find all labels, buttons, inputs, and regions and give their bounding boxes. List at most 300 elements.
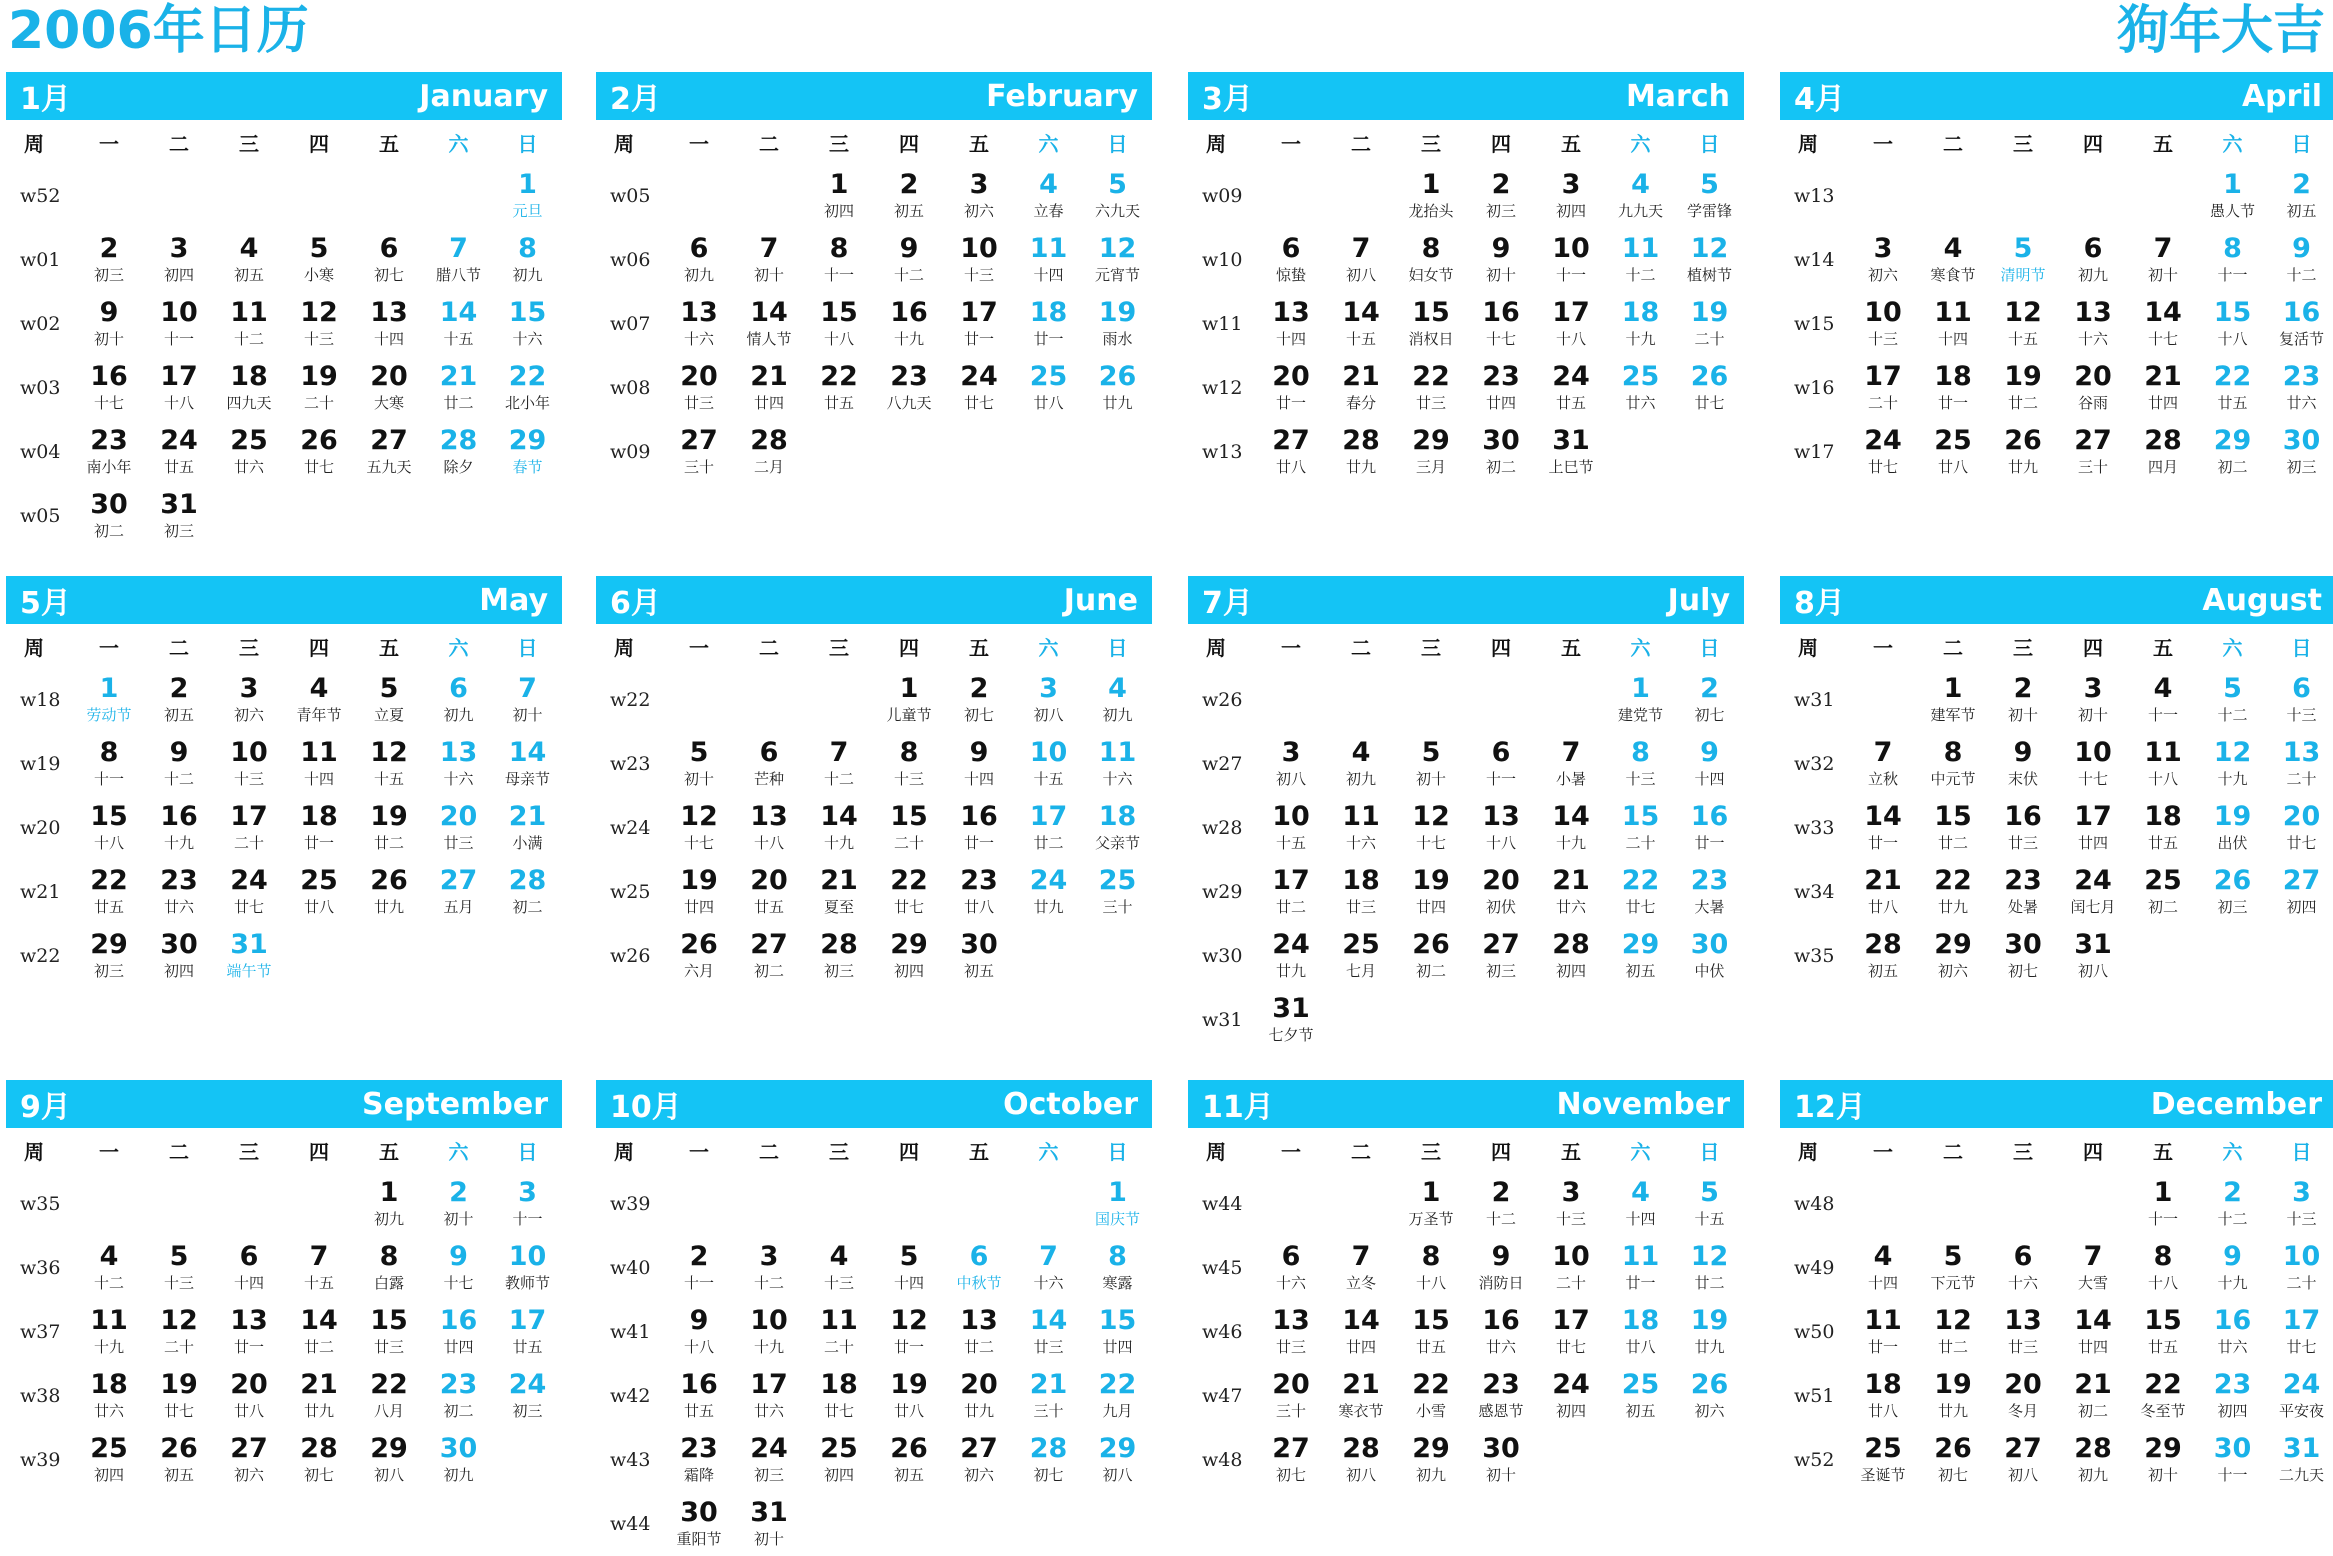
day-cell[interactable] <box>944 356 1014 420</box>
day-cell[interactable] <box>2058 1364 2128 1428</box>
day-cell[interactable] <box>1918 292 1988 356</box>
day-cell[interactable] <box>2128 668 2198 732</box>
day-cell[interactable] <box>1988 292 2058 356</box>
day-cell[interactable] <box>424 1364 493 1428</box>
day-cell[interactable] <box>424 356 493 420</box>
day-cell[interactable] <box>214 1364 284 1428</box>
day-cell[interactable] <box>1606 860 1675 924</box>
day-cell[interactable] <box>284 1364 354 1428</box>
day-cell[interactable] <box>424 796 493 860</box>
day-cell[interactable] <box>1848 1364 1918 1428</box>
day-cell[interactable] <box>1675 1364 1744 1428</box>
day-cell[interactable] <box>1848 796 1918 860</box>
day-cell[interactable] <box>734 860 804 924</box>
day-cell[interactable] <box>2128 1300 2198 1364</box>
day-cell[interactable] <box>1083 796 1152 860</box>
day-cell[interactable] <box>804 356 874 420</box>
day-cell[interactable] <box>74 860 144 924</box>
day-cell[interactable] <box>1675 356 1744 420</box>
day-cell[interactable] <box>1256 924 1326 988</box>
day-cell[interactable] <box>424 860 493 924</box>
day-cell[interactable] <box>214 924 284 988</box>
day-cell[interactable] <box>874 924 944 988</box>
day-cell[interactable] <box>1256 356 1326 420</box>
day-cell[interactable] <box>1988 1236 2058 1300</box>
day-cell[interactable] <box>804 860 874 924</box>
day-cell[interactable] <box>1606 1300 1675 1364</box>
day-cell[interactable] <box>1014 292 1083 356</box>
day-cell[interactable] <box>493 1172 562 1236</box>
day-cell[interactable] <box>74 484 144 548</box>
day-cell[interactable] <box>944 668 1014 732</box>
day-cell[interactable] <box>1083 732 1152 796</box>
day-cell[interactable] <box>1675 796 1744 860</box>
day-cell[interactable] <box>1396 1428 1466 1492</box>
day-cell[interactable] <box>74 668 144 732</box>
day-cell[interactable] <box>1536 228 1606 292</box>
day-cell[interactable] <box>1466 732 1536 796</box>
day-cell[interactable] <box>1848 1300 1918 1364</box>
day-cell[interactable] <box>74 1364 144 1428</box>
day-cell[interactable] <box>1988 1300 2058 1364</box>
day-cell[interactable] <box>2198 1172 2267 1236</box>
day-cell[interactable] <box>2128 420 2198 484</box>
day-cell[interactable] <box>874 732 944 796</box>
day-cell[interactable] <box>493 1364 562 1428</box>
day-cell[interactable] <box>1848 732 1918 796</box>
day-cell[interactable] <box>1606 1364 1675 1428</box>
day-cell[interactable] <box>214 1300 284 1364</box>
day-cell[interactable] <box>1083 228 1152 292</box>
day-cell[interactable] <box>1918 228 1988 292</box>
day-cell[interactable] <box>734 356 804 420</box>
day-cell[interactable] <box>2267 860 2333 924</box>
day-cell[interactable] <box>804 164 874 228</box>
day-cell[interactable] <box>1014 732 1083 796</box>
day-cell[interactable] <box>1536 796 1606 860</box>
day-cell[interactable] <box>1256 988 1326 1052</box>
day-cell[interactable] <box>1083 1300 1152 1364</box>
day-cell[interactable] <box>1848 356 1918 420</box>
day-cell[interactable] <box>944 924 1014 988</box>
day-cell[interactable] <box>944 1364 1014 1428</box>
day-cell[interactable] <box>284 356 354 420</box>
day-cell[interactable] <box>1014 796 1083 860</box>
day-cell[interactable] <box>1014 228 1083 292</box>
day-cell[interactable] <box>664 796 734 860</box>
day-cell[interactable] <box>1988 924 2058 988</box>
day-cell[interactable] <box>1083 1428 1152 1492</box>
day-cell[interactable] <box>1256 860 1326 924</box>
day-cell[interactable] <box>1326 924 1396 988</box>
day-cell[interactable] <box>734 1300 804 1364</box>
day-cell[interactable] <box>1256 228 1326 292</box>
day-cell[interactable] <box>1675 164 1744 228</box>
day-cell[interactable] <box>1606 668 1675 732</box>
day-cell[interactable] <box>493 292 562 356</box>
day-cell[interactable] <box>1918 1364 1988 1428</box>
day-cell[interactable] <box>2198 796 2267 860</box>
day-cell[interactable] <box>493 420 562 484</box>
day-cell[interactable] <box>144 924 214 988</box>
day-cell[interactable] <box>1675 732 1744 796</box>
day-cell[interactable] <box>1256 420 1326 484</box>
day-cell[interactable] <box>493 1300 562 1364</box>
day-cell[interactable] <box>804 732 874 796</box>
day-cell[interactable] <box>2128 732 2198 796</box>
day-cell[interactable] <box>1256 1300 1326 1364</box>
day-cell[interactable] <box>1396 228 1466 292</box>
day-cell[interactable] <box>214 860 284 924</box>
day-cell[interactable] <box>874 1428 944 1492</box>
day-cell[interactable] <box>214 668 284 732</box>
day-cell[interactable] <box>2267 1172 2333 1236</box>
day-cell[interactable] <box>214 292 284 356</box>
day-cell[interactable] <box>424 292 493 356</box>
day-cell[interactable] <box>493 796 562 860</box>
day-cell[interactable] <box>2267 668 2333 732</box>
day-cell[interactable] <box>734 1364 804 1428</box>
day-cell[interactable] <box>1675 228 1744 292</box>
day-cell[interactable] <box>1848 292 1918 356</box>
day-cell[interactable] <box>1083 860 1152 924</box>
day-cell[interactable] <box>944 164 1014 228</box>
day-cell[interactable] <box>1536 860 1606 924</box>
day-cell[interactable] <box>1675 924 1744 988</box>
day-cell[interactable] <box>1396 1364 1466 1428</box>
day-cell[interactable] <box>874 860 944 924</box>
day-cell[interactable] <box>734 924 804 988</box>
day-cell[interactable] <box>1396 924 1466 988</box>
day-cell[interactable] <box>284 228 354 292</box>
day-cell[interactable] <box>1606 356 1675 420</box>
day-cell[interactable] <box>1396 796 1466 860</box>
day-cell[interactable] <box>1326 1428 1396 1492</box>
day-cell[interactable] <box>804 1364 874 1428</box>
day-cell[interactable] <box>74 732 144 796</box>
day-cell[interactable] <box>493 860 562 924</box>
day-cell[interactable] <box>804 1428 874 1492</box>
day-cell[interactable] <box>1326 356 1396 420</box>
day-cell[interactable] <box>734 796 804 860</box>
day-cell[interactable] <box>2058 924 2128 988</box>
day-cell[interactable] <box>74 1236 144 1300</box>
day-cell[interactable] <box>1326 732 1396 796</box>
day-cell[interactable] <box>424 668 493 732</box>
day-cell[interactable] <box>1606 796 1675 860</box>
day-cell[interactable] <box>1536 1364 1606 1428</box>
day-cell[interactable] <box>1083 1364 1152 1428</box>
day-cell[interactable] <box>1988 668 2058 732</box>
day-cell[interactable] <box>354 228 424 292</box>
day-cell[interactable] <box>664 1236 734 1300</box>
day-cell[interactable] <box>734 732 804 796</box>
day-cell[interactable] <box>1988 420 2058 484</box>
day-cell[interactable] <box>2058 228 2128 292</box>
day-cell[interactable] <box>1536 1300 1606 1364</box>
day-cell[interactable] <box>1536 1236 1606 1300</box>
day-cell[interactable] <box>2128 860 2198 924</box>
day-cell[interactable] <box>144 732 214 796</box>
day-cell[interactable] <box>1396 1236 1466 1300</box>
day-cell[interactable] <box>2267 228 2333 292</box>
day-cell[interactable] <box>284 1300 354 1364</box>
day-cell[interactable] <box>2058 356 2128 420</box>
day-cell[interactable] <box>874 228 944 292</box>
day-cell[interactable] <box>144 292 214 356</box>
day-cell[interactable] <box>214 356 284 420</box>
day-cell[interactable] <box>144 796 214 860</box>
day-cell[interactable] <box>2267 420 2333 484</box>
day-cell[interactable] <box>144 228 214 292</box>
day-cell[interactable] <box>664 292 734 356</box>
day-cell[interactable] <box>1396 356 1466 420</box>
day-cell[interactable] <box>1466 924 1536 988</box>
day-cell[interactable] <box>664 732 734 796</box>
day-cell[interactable] <box>1466 420 1536 484</box>
day-cell[interactable] <box>1536 292 1606 356</box>
day-cell[interactable] <box>874 1364 944 1428</box>
day-cell[interactable] <box>1396 732 1466 796</box>
day-cell[interactable] <box>1675 668 1744 732</box>
day-cell[interactable] <box>144 484 214 548</box>
day-cell[interactable] <box>1918 1300 1988 1364</box>
day-cell[interactable] <box>734 1428 804 1492</box>
day-cell[interactable] <box>284 420 354 484</box>
day-cell[interactable] <box>1988 356 2058 420</box>
day-cell[interactable] <box>2128 1236 2198 1300</box>
day-cell[interactable] <box>493 1236 562 1300</box>
day-cell[interactable] <box>664 1428 734 1492</box>
day-cell[interactable] <box>804 228 874 292</box>
day-cell[interactable] <box>1466 292 1536 356</box>
day-cell[interactable] <box>804 796 874 860</box>
day-cell[interactable] <box>74 796 144 860</box>
day-cell[interactable] <box>1014 1428 1083 1492</box>
day-cell[interactable] <box>1466 860 1536 924</box>
day-cell[interactable] <box>1466 796 1536 860</box>
day-cell[interactable] <box>664 356 734 420</box>
day-cell[interactable] <box>1536 924 1606 988</box>
day-cell[interactable] <box>1606 1172 1675 1236</box>
day-cell[interactable] <box>1014 1364 1083 1428</box>
day-cell[interactable] <box>1396 1300 1466 1364</box>
day-cell[interactable] <box>2198 1428 2267 1492</box>
day-cell[interactable] <box>74 924 144 988</box>
day-cell[interactable] <box>1083 292 1152 356</box>
day-cell[interactable] <box>493 668 562 732</box>
day-cell[interactable] <box>1014 356 1083 420</box>
day-cell[interactable] <box>2128 1172 2198 1236</box>
day-cell[interactable] <box>664 1300 734 1364</box>
day-cell[interactable] <box>1014 668 1083 732</box>
day-cell[interactable] <box>144 1364 214 1428</box>
day-cell[interactable] <box>1918 924 1988 988</box>
day-cell[interactable] <box>1606 924 1675 988</box>
day-cell[interactable] <box>354 732 424 796</box>
day-cell[interactable] <box>493 732 562 796</box>
day-cell[interactable] <box>214 1428 284 1492</box>
day-cell[interactable] <box>2128 1428 2198 1492</box>
day-cell[interactable] <box>284 796 354 860</box>
day-cell[interactable] <box>1918 356 1988 420</box>
day-cell[interactable] <box>2267 1300 2333 1364</box>
day-cell[interactable] <box>144 356 214 420</box>
day-cell[interactable] <box>2058 860 2128 924</box>
day-cell[interactable] <box>1536 732 1606 796</box>
day-cell[interactable] <box>1083 164 1152 228</box>
day-cell[interactable] <box>354 1300 424 1364</box>
day-cell[interactable] <box>284 1236 354 1300</box>
day-cell[interactable] <box>1848 420 1918 484</box>
day-cell[interactable] <box>1675 1300 1744 1364</box>
day-cell[interactable] <box>944 1300 1014 1364</box>
day-cell[interactable] <box>874 292 944 356</box>
day-cell[interactable] <box>2128 796 2198 860</box>
day-cell[interactable] <box>1326 860 1396 924</box>
day-cell[interactable] <box>664 228 734 292</box>
day-cell[interactable] <box>1083 668 1152 732</box>
day-cell[interactable] <box>214 1236 284 1300</box>
day-cell[interactable] <box>2198 420 2267 484</box>
day-cell[interactable] <box>1014 860 1083 924</box>
day-cell[interactable] <box>1083 356 1152 420</box>
day-cell[interactable] <box>1256 1428 1326 1492</box>
day-cell[interactable] <box>1466 1236 1536 1300</box>
day-cell[interactable] <box>214 796 284 860</box>
day-cell[interactable] <box>2058 1428 2128 1492</box>
day-cell[interactable] <box>284 732 354 796</box>
day-cell[interactable] <box>74 1428 144 1492</box>
day-cell[interactable] <box>1326 420 1396 484</box>
day-cell[interactable] <box>1396 420 1466 484</box>
day-cell[interactable] <box>1918 1428 1988 1492</box>
day-cell[interactable] <box>2198 356 2267 420</box>
day-cell[interactable] <box>144 420 214 484</box>
day-cell[interactable] <box>1466 1364 1536 1428</box>
day-cell[interactable] <box>424 732 493 796</box>
day-cell[interactable] <box>354 860 424 924</box>
day-cell[interactable] <box>1988 860 2058 924</box>
day-cell[interactable] <box>874 164 944 228</box>
day-cell[interactable] <box>214 420 284 484</box>
day-cell[interactable] <box>2267 1428 2333 1492</box>
day-cell[interactable] <box>1675 1172 1744 1236</box>
day-cell[interactable] <box>944 796 1014 860</box>
day-cell[interactable] <box>2058 796 2128 860</box>
day-cell[interactable] <box>734 1236 804 1300</box>
day-cell[interactable] <box>1326 1236 1396 1300</box>
day-cell[interactable] <box>874 796 944 860</box>
day-cell[interactable] <box>1848 228 1918 292</box>
day-cell[interactable] <box>1675 1236 1744 1300</box>
day-cell[interactable] <box>493 164 562 228</box>
day-cell[interactable] <box>1083 1172 1152 1236</box>
day-cell[interactable] <box>664 420 734 484</box>
day-cell[interactable] <box>804 924 874 988</box>
day-cell[interactable] <box>1536 1172 1606 1236</box>
day-cell[interactable] <box>354 1236 424 1300</box>
day-cell[interactable] <box>354 1428 424 1492</box>
day-cell[interactable] <box>2198 292 2267 356</box>
day-cell[interactable] <box>144 1428 214 1492</box>
day-cell[interactable] <box>804 1236 874 1300</box>
day-cell[interactable] <box>354 292 424 356</box>
day-cell[interactable] <box>734 420 804 484</box>
day-cell[interactable] <box>1396 860 1466 924</box>
day-cell[interactable] <box>2198 1364 2267 1428</box>
day-cell[interactable] <box>284 860 354 924</box>
day-cell[interactable] <box>2058 668 2128 732</box>
day-cell[interactable] <box>74 292 144 356</box>
day-cell[interactable] <box>214 732 284 796</box>
day-cell[interactable] <box>284 668 354 732</box>
day-cell[interactable] <box>214 228 284 292</box>
day-cell[interactable] <box>493 356 562 420</box>
day-cell[interactable] <box>874 356 944 420</box>
day-cell[interactable] <box>284 292 354 356</box>
day-cell[interactable] <box>734 292 804 356</box>
day-cell[interactable] <box>1848 924 1918 988</box>
day-cell[interactable] <box>424 420 493 484</box>
day-cell[interactable] <box>1918 668 1988 732</box>
day-cell[interactable] <box>664 1492 734 1556</box>
day-cell[interactable] <box>493 228 562 292</box>
day-cell[interactable] <box>2128 1364 2198 1428</box>
day-cell[interactable] <box>1536 356 1606 420</box>
day-cell[interactable] <box>354 1172 424 1236</box>
day-cell[interactable] <box>2267 796 2333 860</box>
day-cell[interactable] <box>424 228 493 292</box>
day-cell[interactable] <box>1536 164 1606 228</box>
day-cell[interactable] <box>1675 292 1744 356</box>
day-cell[interactable] <box>944 228 1014 292</box>
day-cell[interactable] <box>1848 860 1918 924</box>
day-cell[interactable] <box>1396 1172 1466 1236</box>
day-cell[interactable] <box>144 860 214 924</box>
day-cell[interactable] <box>1988 732 2058 796</box>
day-cell[interactable] <box>1466 228 1536 292</box>
day-cell[interactable] <box>2058 1236 2128 1300</box>
day-cell[interactable] <box>2198 732 2267 796</box>
day-cell[interactable] <box>1466 1172 1536 1236</box>
day-cell[interactable] <box>1396 164 1466 228</box>
day-cell[interactable] <box>144 1300 214 1364</box>
day-cell[interactable] <box>1466 356 1536 420</box>
day-cell[interactable] <box>1326 1364 1396 1428</box>
day-cell[interactable] <box>74 420 144 484</box>
day-cell[interactable] <box>1326 1300 1396 1364</box>
day-cell[interactable] <box>1918 860 1988 924</box>
day-cell[interactable] <box>1606 1236 1675 1300</box>
day-cell[interactable] <box>944 732 1014 796</box>
day-cell[interactable] <box>1014 1236 1083 1300</box>
day-cell[interactable] <box>734 228 804 292</box>
day-cell[interactable] <box>944 292 1014 356</box>
day-cell[interactable] <box>354 420 424 484</box>
day-cell[interactable] <box>424 1300 493 1364</box>
day-cell[interactable] <box>2198 1236 2267 1300</box>
day-cell[interactable] <box>144 1236 214 1300</box>
day-cell[interactable] <box>424 1428 493 1492</box>
day-cell[interactable] <box>2267 732 2333 796</box>
day-cell[interactable] <box>1256 1236 1326 1300</box>
day-cell[interactable] <box>2058 1300 2128 1364</box>
day-cell[interactable] <box>1675 860 1744 924</box>
day-cell[interactable] <box>424 1172 493 1236</box>
day-cell[interactable] <box>2058 420 2128 484</box>
day-cell[interactable] <box>1256 796 1326 860</box>
